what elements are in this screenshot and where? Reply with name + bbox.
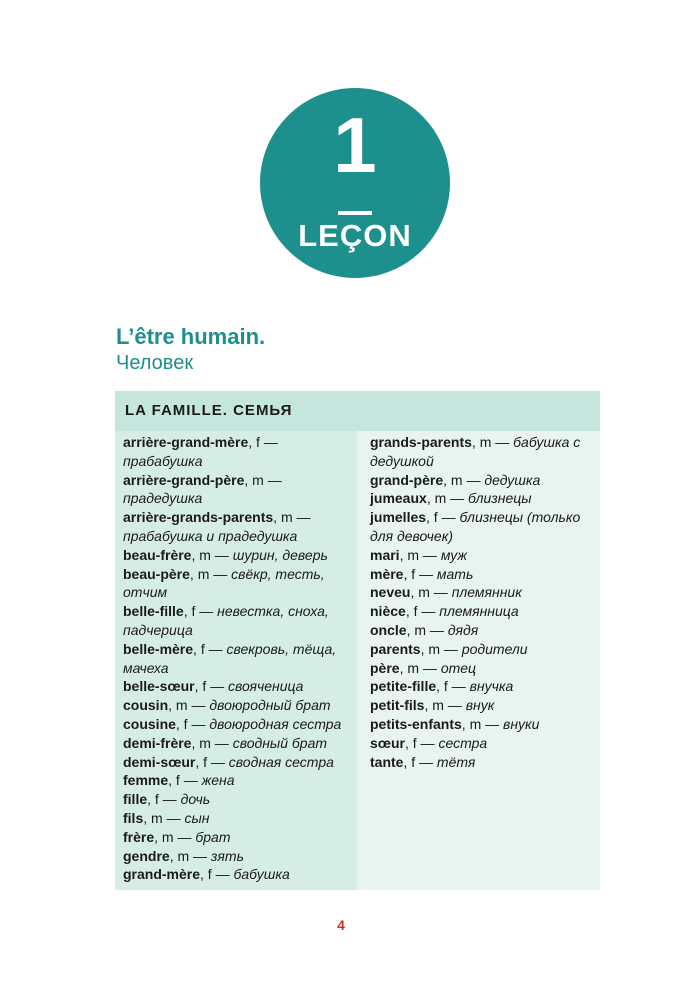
vocabulary-table [115,391,600,890]
vocabulary-entry [370,508,598,546]
entry-translation: отец [440,659,477,676]
entry-translation: свекровь, тёща, мачеха [123,640,337,676]
entry-gender: , m — [406,621,444,638]
entry-gender: , f — [183,603,214,620]
entry-translation: мать [436,565,474,582]
vocabulary-entry [123,696,355,715]
vocabulary-entry [123,809,355,828]
entry-gender: , f — [426,509,456,526]
entry-translation: внуки [503,715,540,732]
entry-gender: , m — [399,546,437,563]
entry-translation: родители [461,640,528,657]
entry-translation: близнецы [468,490,532,507]
vocabulary-entry [370,659,598,678]
table-header [115,391,600,431]
vocabulary-entry [123,847,355,866]
entry-word: grand-mère [123,866,201,883]
entry-gender: , m — [191,546,229,563]
vocabulary-entry [370,489,598,508]
vocabulary-entry [123,508,355,546]
entry-word: arrière-grand-père [123,471,245,488]
entry-gender: , f — [194,678,225,695]
entry-word: jumelles [370,509,427,526]
lesson-divider [338,211,372,215]
vocabulary-entry [123,471,355,509]
entry-translation: брат [195,828,231,845]
vocabulary-entry [370,734,598,753]
entry-translation: свёкр, тесть, отчим [123,565,325,601]
entry-translation: зять [210,847,244,864]
entry-word: grand-père [370,471,444,488]
entry-translation: внук [465,697,495,714]
entry-gender: , f — [405,603,436,620]
entry-word: demi-frère [123,734,192,751]
entry-word: demi-sœur [123,753,196,770]
vocabulary-list-left [123,433,355,884]
vocabulary-entry [370,565,598,584]
section-title-fr: L’être humain. [116,324,266,349]
entry-gender: , m — [273,509,311,526]
entry-gender: , m — [426,490,465,507]
entry-translation: прабабушка и прадедушка [123,527,298,544]
entry-gender: , m — [424,697,462,714]
entry-translation: свояченица [228,678,304,695]
vocabulary-entry [123,753,355,772]
entry-gender: , m — [189,565,228,582]
entry-translation: дочь [180,791,211,808]
entry-gender: , m — [168,697,206,714]
entry-translation: жена [201,772,235,789]
vocabulary-entry [123,865,355,884]
entry-word: petits-enfants [370,715,462,732]
entry-word: beau-frère [123,546,192,563]
entry-gender: , m — [143,809,181,826]
entry-translation: сводный брат [232,734,328,751]
vocabulary-entry [370,640,598,659]
vocabulary-entry [123,546,355,565]
vocabulary-entry [123,715,355,734]
entry-word: fille [123,791,148,808]
entry-translation: прадедушка [123,490,203,507]
entry-word: parents [370,640,421,657]
entry-translation: прабабушка [123,452,203,469]
vocabulary-entry [370,546,598,565]
entry-word: petit-fils [370,697,425,714]
vocabulary-entry [370,583,598,602]
entry-word: belle-fille [123,603,184,620]
entry-translation: двоюродная сестра [209,715,342,732]
entry-translation: племянник [451,584,522,601]
entry-word: belle-mère [123,640,194,657]
lesson-label: LEÇON [298,218,412,253]
entry-translation: муж [440,546,468,563]
vocabulary-entry [370,677,598,696]
entry-translation: сводная сестра [228,753,334,770]
entry-gender: , m — [244,471,282,488]
entry-word: jumeaux [370,490,427,507]
entry-gender: , f — [175,715,206,732]
vocabulary-entry [370,433,598,471]
vocabulary-entry [123,734,355,753]
entry-word: sœur [370,734,405,751]
entry-word: grands-parents [370,434,472,450]
entry-gender: , m — [443,471,481,488]
entry-word: neveu [370,584,411,601]
entry-translation: дедушка [484,471,541,488]
vocabulary-entry [370,715,598,734]
entry-gender: , f — [403,565,434,582]
entry-translation: внучка [469,678,514,695]
entry-word: nièce [370,603,406,620]
entry-word: fils [123,809,144,826]
entry-gender: , m — [471,434,510,450]
entry-gender: , f — [147,791,177,808]
lesson-number: 1 [333,101,377,189]
entry-word: cousin [123,697,169,714]
page-number: 4 [337,917,345,933]
entry-translation: сын [184,809,210,826]
vocabulary-entry [370,753,598,772]
entry-word: tante [370,753,404,770]
entry-word: mari [370,546,400,563]
entry-gender: , f — [248,434,278,450]
vocabulary-entry [123,790,355,809]
vocabulary-list-right [370,433,598,771]
entry-word: belle-sœur [123,678,195,695]
entry-translation: бабушка с дедушкой [370,434,581,469]
entry-word: cousine [123,715,176,732]
vocabulary-entry [123,771,355,790]
entry-gender: , f — [403,753,434,770]
entry-gender: , f — [200,866,230,883]
vocabulary-entry [370,621,598,640]
entry-translation: невестка, сноха, падчерица [123,603,329,638]
entry-word: frère [123,828,155,845]
entry-word: arrière-grand-mère [123,434,249,450]
entry-word: mère [370,565,404,582]
entry-gender: , m — [420,640,458,657]
vocabulary-entry [123,602,355,640]
entry-translation: тётя [436,753,476,770]
entry-gender: , f — [436,678,466,695]
lesson-badge [260,88,450,278]
vocabulary-entry [123,828,355,847]
entry-translation: сестра [438,734,488,751]
entry-gender: , f — [168,772,198,789]
entry-translation: шурин, деверь [232,546,328,563]
entry-word: petite-fille [370,678,437,695]
entry-word: femme [123,772,169,789]
entry-gender: , f — [405,734,435,751]
vocabulary-entry [370,471,598,490]
entry-word: père [370,659,400,676]
entry-gender: , m — [169,847,208,864]
entry-word: beau-père [123,565,190,582]
vocabulary-entry [370,696,598,715]
entry-gender: , f — [195,753,225,770]
entry-gender: , m — [410,584,448,601]
vocabulary-entry [123,565,355,603]
entry-word: gendre [123,847,170,864]
entry-gender: , m — [191,734,229,751]
entry-gender: , m — [461,715,500,732]
entry-translation: дядя [447,621,479,638]
entry-translation: племянница [439,603,519,620]
entry-translation: близнецы (только для девочек) [370,509,581,544]
vocabulary-entry [123,677,355,696]
section-title-ru: Человек [116,352,194,374]
entry-gender: , f — [193,640,223,657]
table-header-label: LA FAMILLE. СЕМЬЯ [125,402,293,419]
entry-gender: , m — [154,828,192,845]
entry-word: arrière-grands-parents [123,509,274,526]
vocabulary-entry [123,433,355,471]
entry-translation: двоюродный брат [209,697,331,714]
entry-word: oncle [370,621,407,638]
vocabulary-entry [370,602,598,621]
entry-gender: , m — [399,659,437,676]
entry-translation: бабушка [233,866,290,883]
vocabulary-entry [123,640,355,678]
